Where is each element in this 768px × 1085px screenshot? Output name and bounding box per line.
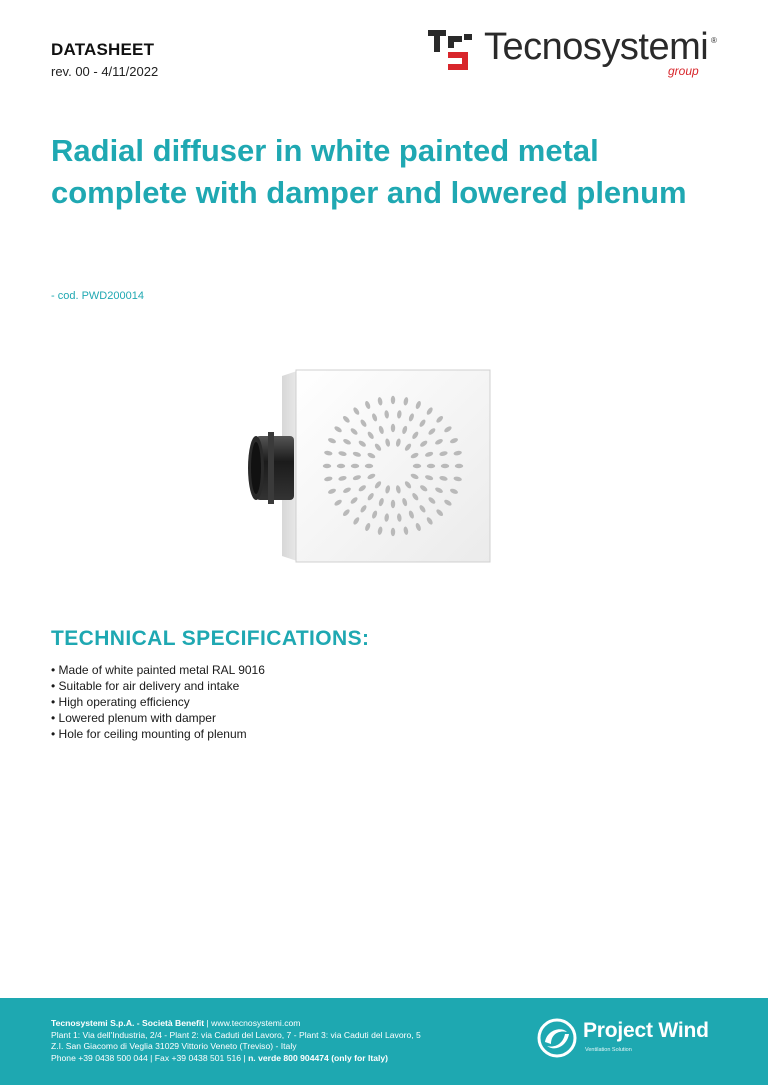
specs-list	[51, 662, 265, 742]
product-image	[238, 366, 494, 568]
toll-free-number: n. verde 800 904474 (only for Italy)	[248, 1052, 389, 1063]
project-wind-swirl-icon	[537, 1018, 577, 1058]
specs-heading: TECHNICAL SPECIFICATIONS:	[51, 627, 370, 650]
plants-address: Plant 1: Via dell'Industria, 2/4 - Plant 2: via Caduti del Lavoro, 7 - Plant 3: via Caduti del Lavoro, 5	[51, 1029, 421, 1040]
revision-label: rev. 00 - 4/11/2022	[51, 64, 159, 79]
brand-name: Tecnosystemi	[484, 26, 709, 68]
doc-type-label: DATASHEET	[51, 40, 155, 59]
diffuser-slot	[391, 424, 395, 432]
partner-name: Project Wind	[583, 1019, 709, 1042]
project-wind-logo	[537, 1018, 727, 1062]
diffuser-slot	[441, 464, 449, 468]
diffuser-slot	[391, 500, 395, 508]
diffuser-slot	[391, 396, 395, 404]
diffuser-slot	[351, 464, 359, 468]
diffuser-slot	[323, 464, 331, 468]
phone-number: Phone +39 0438 500 044	[51, 1052, 148, 1063]
spec-item: • Suitable for air delivery and intake	[51, 678, 265, 694]
diffuser-slot	[365, 464, 373, 468]
footer	[0, 998, 768, 1085]
diffuser-slot	[413, 464, 421, 468]
footer-contact: Tecnosystemi S.p.A. - Società Benefit | www.tecnosystemi.com Plant 1: Via dell'Industria, 2/4 - Plant 2: via Caduti del Lavoro, 7 - Plant 3: via Caduti del Lavoro, 5 Z.I. San Giacomo di Veglia 31029 Vittorio Veneto (Treviso) - Italy Phone +39 0438 500 044 | Fax +39 0438 501 516 | n. verde 800 904474 (only for Italy)	[51, 1018, 421, 1063]
product-code: - cod. PWD200014	[51, 290, 144, 302]
company-name: Tecnosystemi S.p.A. - Società Benefit	[51, 1018, 205, 1028]
spec-item: • Lowered plenum with damper	[51, 710, 265, 726]
product-title: Radial diffuser in white painted metal complete with damper and lowered plenum	[51, 133, 687, 210]
spec-item: • High operating efficiency	[51, 694, 265, 710]
diffuser-slot	[337, 464, 345, 468]
fax-number: Fax +39 0438 501 516	[154, 1052, 242, 1063]
brand-group: group	[668, 64, 699, 78]
header-block	[51, 40, 158, 79]
registered-mark: ®	[711, 36, 717, 45]
website-link[interactable]: www.tecnosystemi.com	[211, 1018, 301, 1028]
diffuser-slot	[455, 464, 463, 468]
tecnosystemi-logo-mark-icon	[428, 30, 474, 72]
diffuser-slot	[391, 528, 395, 536]
company-address: Z.I. San Giacomo di Veglia 31029 Vittorio Veneto (Treviso) - Italy	[51, 1041, 297, 1051]
tecnosystemi-logo	[428, 28, 728, 80]
spec-item: • Made of white painted metal RAL 9016	[51, 662, 265, 678]
spec-item: • Hole for ceiling mounting of plenum	[51, 726, 265, 742]
partner-tagline: Ventilation Solution	[585, 1047, 632, 1053]
diffuser-slot	[427, 464, 435, 468]
